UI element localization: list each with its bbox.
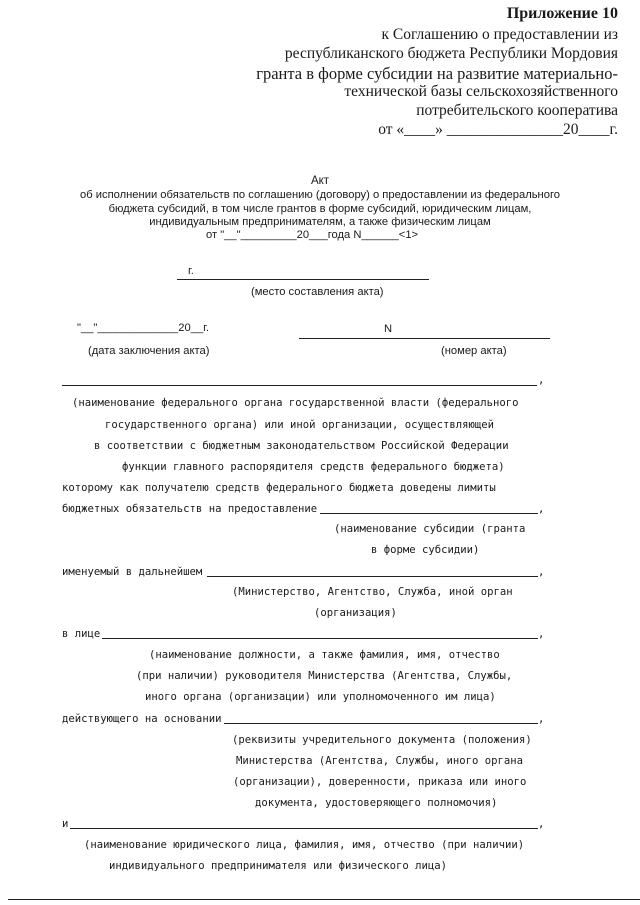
place-caption: (место составления акта) [251, 286, 384, 298]
act-heading-line-2: бюджета субсидий, в том числе грантов в форме субсидий, юридическим лицам, [108, 203, 532, 215]
act-date-number-line: от "__"_________20___года N______<1> [206, 229, 419, 241]
place-underline [177, 279, 429, 280]
person-prefix: в лице [62, 628, 101, 640]
named-comma: , [538, 566, 545, 578]
act-number-underline [299, 338, 550, 339]
person-underline [102, 638, 538, 639]
subsidy-comma: , [538, 503, 545, 515]
ministry-caption-2: (организация) [314, 607, 397, 619]
authority-caption-3: в соответствии с бюджетным законодательством Российской Федерации [94, 440, 509, 452]
appendix-line-5: потребительского кооператива [416, 102, 618, 119]
named-underline [207, 576, 538, 577]
basis-comma: , [538, 713, 545, 725]
recipient-line-1: которому как получателю средств федерального бюджета доведены лимиты [62, 482, 496, 494]
recipient-line-2: бюджетных обязательств на предоставление [62, 503, 318, 515]
subsidy-underline [320, 513, 538, 514]
act-date-field: "__"_____________20__г. [77, 322, 209, 334]
position-caption-1: (наименование должности, а также фамилия, имя, отчество [149, 649, 500, 661]
position-caption-3: иного органа (организации) или уполномоченного им лица) [145, 691, 496, 703]
appendix-line-3: гранта в форме субсидии на развитие материально- [256, 64, 618, 83]
act-heading-line-1: об исполнении обязательств по соглашению (договору) о предоставлении из федерального [79, 189, 561, 201]
appendix-line-6: от «____» _______________20____г. [378, 121, 618, 138]
position-caption-2: (при наличии) руководителя Министерства (Агентства, Службы, [136, 670, 513, 682]
legal-caption-2: индивидуального предпринимателя или физического лица) [109, 860, 448, 872]
basis-underline [224, 723, 538, 724]
charter-caption-4: документа, удостоверяющего полномочия) [255, 797, 498, 809]
legal-entity-underline [70, 828, 538, 829]
appendix-title: Приложение 10 [506, 5, 618, 22]
authority-caption-1: (наименование федерального органа государственной власти (федерального [72, 397, 519, 409]
authority-underline [62, 385, 537, 386]
number-caption: (номер акта) [441, 345, 507, 357]
date-caption: (дата заключения акта) [88, 345, 210, 357]
appendix-line-2: республиканского бюджета Республики Мордовия [284, 45, 618, 62]
authority-caption-2: государственного органа) или иной организации, осуществляющей [105, 419, 495, 431]
basis-prefix: действующего на основании [62, 713, 222, 725]
ministry-caption-1: (Министерство, Агентство, Служба, иной орган [232, 586, 513, 598]
named-prefix: именуемый в дальнейшем [62, 566, 203, 578]
appendix-line-4: технической базы сельскохозяйственного [344, 83, 618, 100]
charter-caption-2: Министерства (Агентства, Службы, иного органа [236, 755, 524, 767]
authority-comma: , [538, 374, 545, 386]
charter-caption-3: (организации), доверенности, приказа или иного [233, 776, 527, 788]
charter-caption-1: (реквизиты учредительного документа (положения) [232, 734, 532, 746]
page-bottom-rule [8, 899, 640, 900]
subsidy-caption-2: в форме субсидии) [371, 544, 480, 556]
person-comma: , [538, 628, 545, 640]
legal-caption-1: (наименование юридического лица, фамилия, имя, отчество (при наличии) [84, 839, 525, 851]
legal-entity-comma: , [538, 818, 545, 830]
subsidy-caption-1: (наименование субсидии (гранта [334, 523, 526, 535]
act-title: Акт [310, 175, 330, 187]
and-prefix: и [62, 818, 69, 830]
act-heading-line-3: индивидуальным предпринимателям, а также физическим лицам [149, 216, 491, 228]
act-number-prefix: N [384, 323, 393, 335]
authority-caption-4: функции главного распорядителя средств федерального бюджета) [122, 461, 505, 473]
place-city-prefix: г. [188, 265, 194, 277]
appendix-line-1: к Соглашению о предоставлении из [381, 26, 618, 43]
